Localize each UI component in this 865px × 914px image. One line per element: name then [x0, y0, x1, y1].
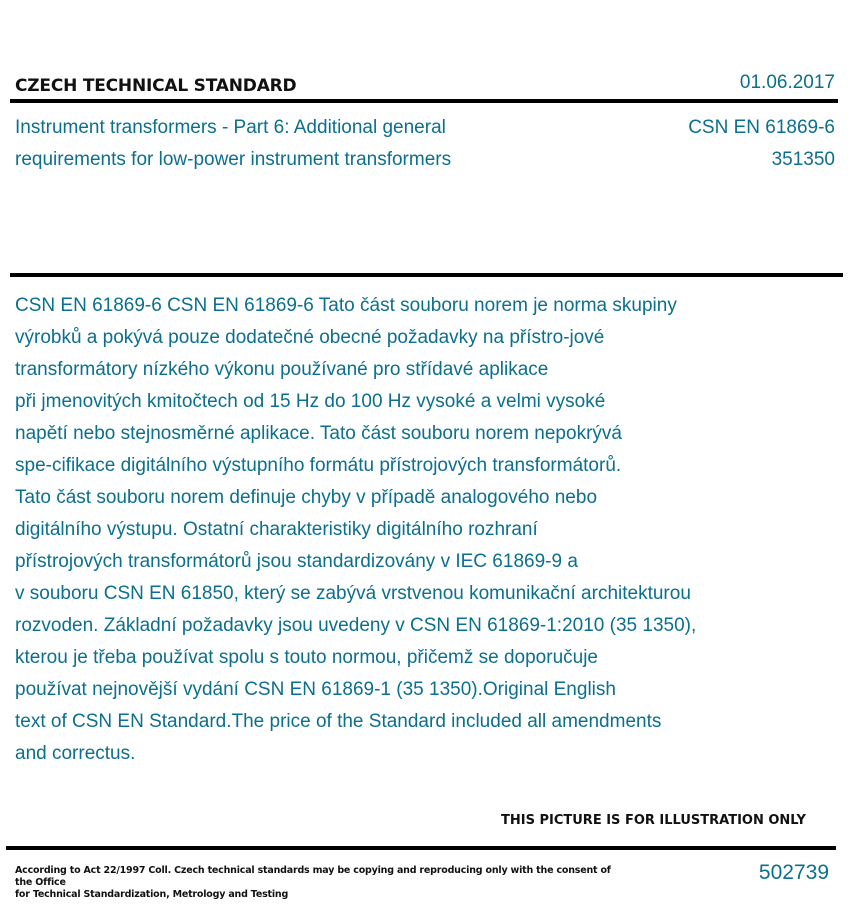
description-line: CSN EN 61869-6 CSN EN 61869-6 Tato část souboru norem je norma skupiny: [15, 295, 677, 316]
description-line: výrobků a pokývá pouze dodatečné obecné požadavky na přístro-jové: [15, 327, 605, 348]
description-line: při jmenovitých kmitočtech od 15 Hz do 100 Hz vysoké a velmi vysoké: [15, 391, 606, 412]
description-line: používat nejnovější vydání CSN EN 61869-1 (35 1350).Original English: [15, 679, 616, 700]
description-line: Tato část souboru norem definuje chyby v případě analogového nebo: [15, 487, 598, 508]
classification-number: 351350: [771, 149, 835, 170]
legal-line: According to Act 22/1997 Coll. Czech technical standards may be copying and reproducing only with the consent of the Office: [15, 865, 611, 888]
description-line: napětí nebo stejnosměrné aplikace. Tato část souboru norem nepokrývá: [15, 423, 622, 444]
standard-code: CSN EN 61869-6: [688, 117, 835, 138]
footer-divider: [6, 846, 836, 850]
description-line: transformátory nízkého výkonu používané pro střídavé aplikace: [15, 359, 549, 380]
document-number: 502739: [758, 861, 829, 884]
description-line: v souboru CSN EN 61850, který se zabývá vrstvenou komunikační architekturou: [15, 583, 691, 604]
legal-notice: [15, 865, 615, 901]
illustration-note: THIS PICTURE IS FOR ILLUSTRATION ONLY: [501, 813, 806, 828]
publication-date: 01.06.2017: [739, 72, 835, 93]
description-line: spe-cifikace digitálního výstupního formátu přístrojových transformátorů.: [15, 455, 622, 476]
standard-title-line-1: Instrument transformers - Part 6: Additional general: [15, 117, 446, 138]
description-line: kterou je třeba používat spolu s touto normou, přičemž se doporučuje: [15, 647, 598, 668]
legal-line: for Technical Standardization, Metrology and Testing: [15, 889, 289, 900]
description-line: přístrojových transformátorů jsou standardizovány v IEC 61869-9 a: [15, 551, 578, 572]
description-line: and correctus.: [15, 743, 136, 764]
standard-title-line-2: requirements for low-power instrument transformers: [15, 149, 452, 170]
description-line: text of CSN EN Standard.The price of the Standard included all amendments: [15, 711, 662, 732]
section-divider: [10, 273, 843, 277]
header-divider: [10, 99, 838, 103]
standard-description: [15, 290, 845, 770]
description-line: digitálního výstupu. Ostatní charakteristiky digitálního rozhraní: [15, 519, 538, 540]
description-line: rozvoden. Základní požadavky jsou uvedeny v CSN EN 61869-1:2010 (35 1350),: [15, 615, 697, 636]
standard-category-title: CZECH TECHNICAL STANDARD: [15, 76, 297, 96]
